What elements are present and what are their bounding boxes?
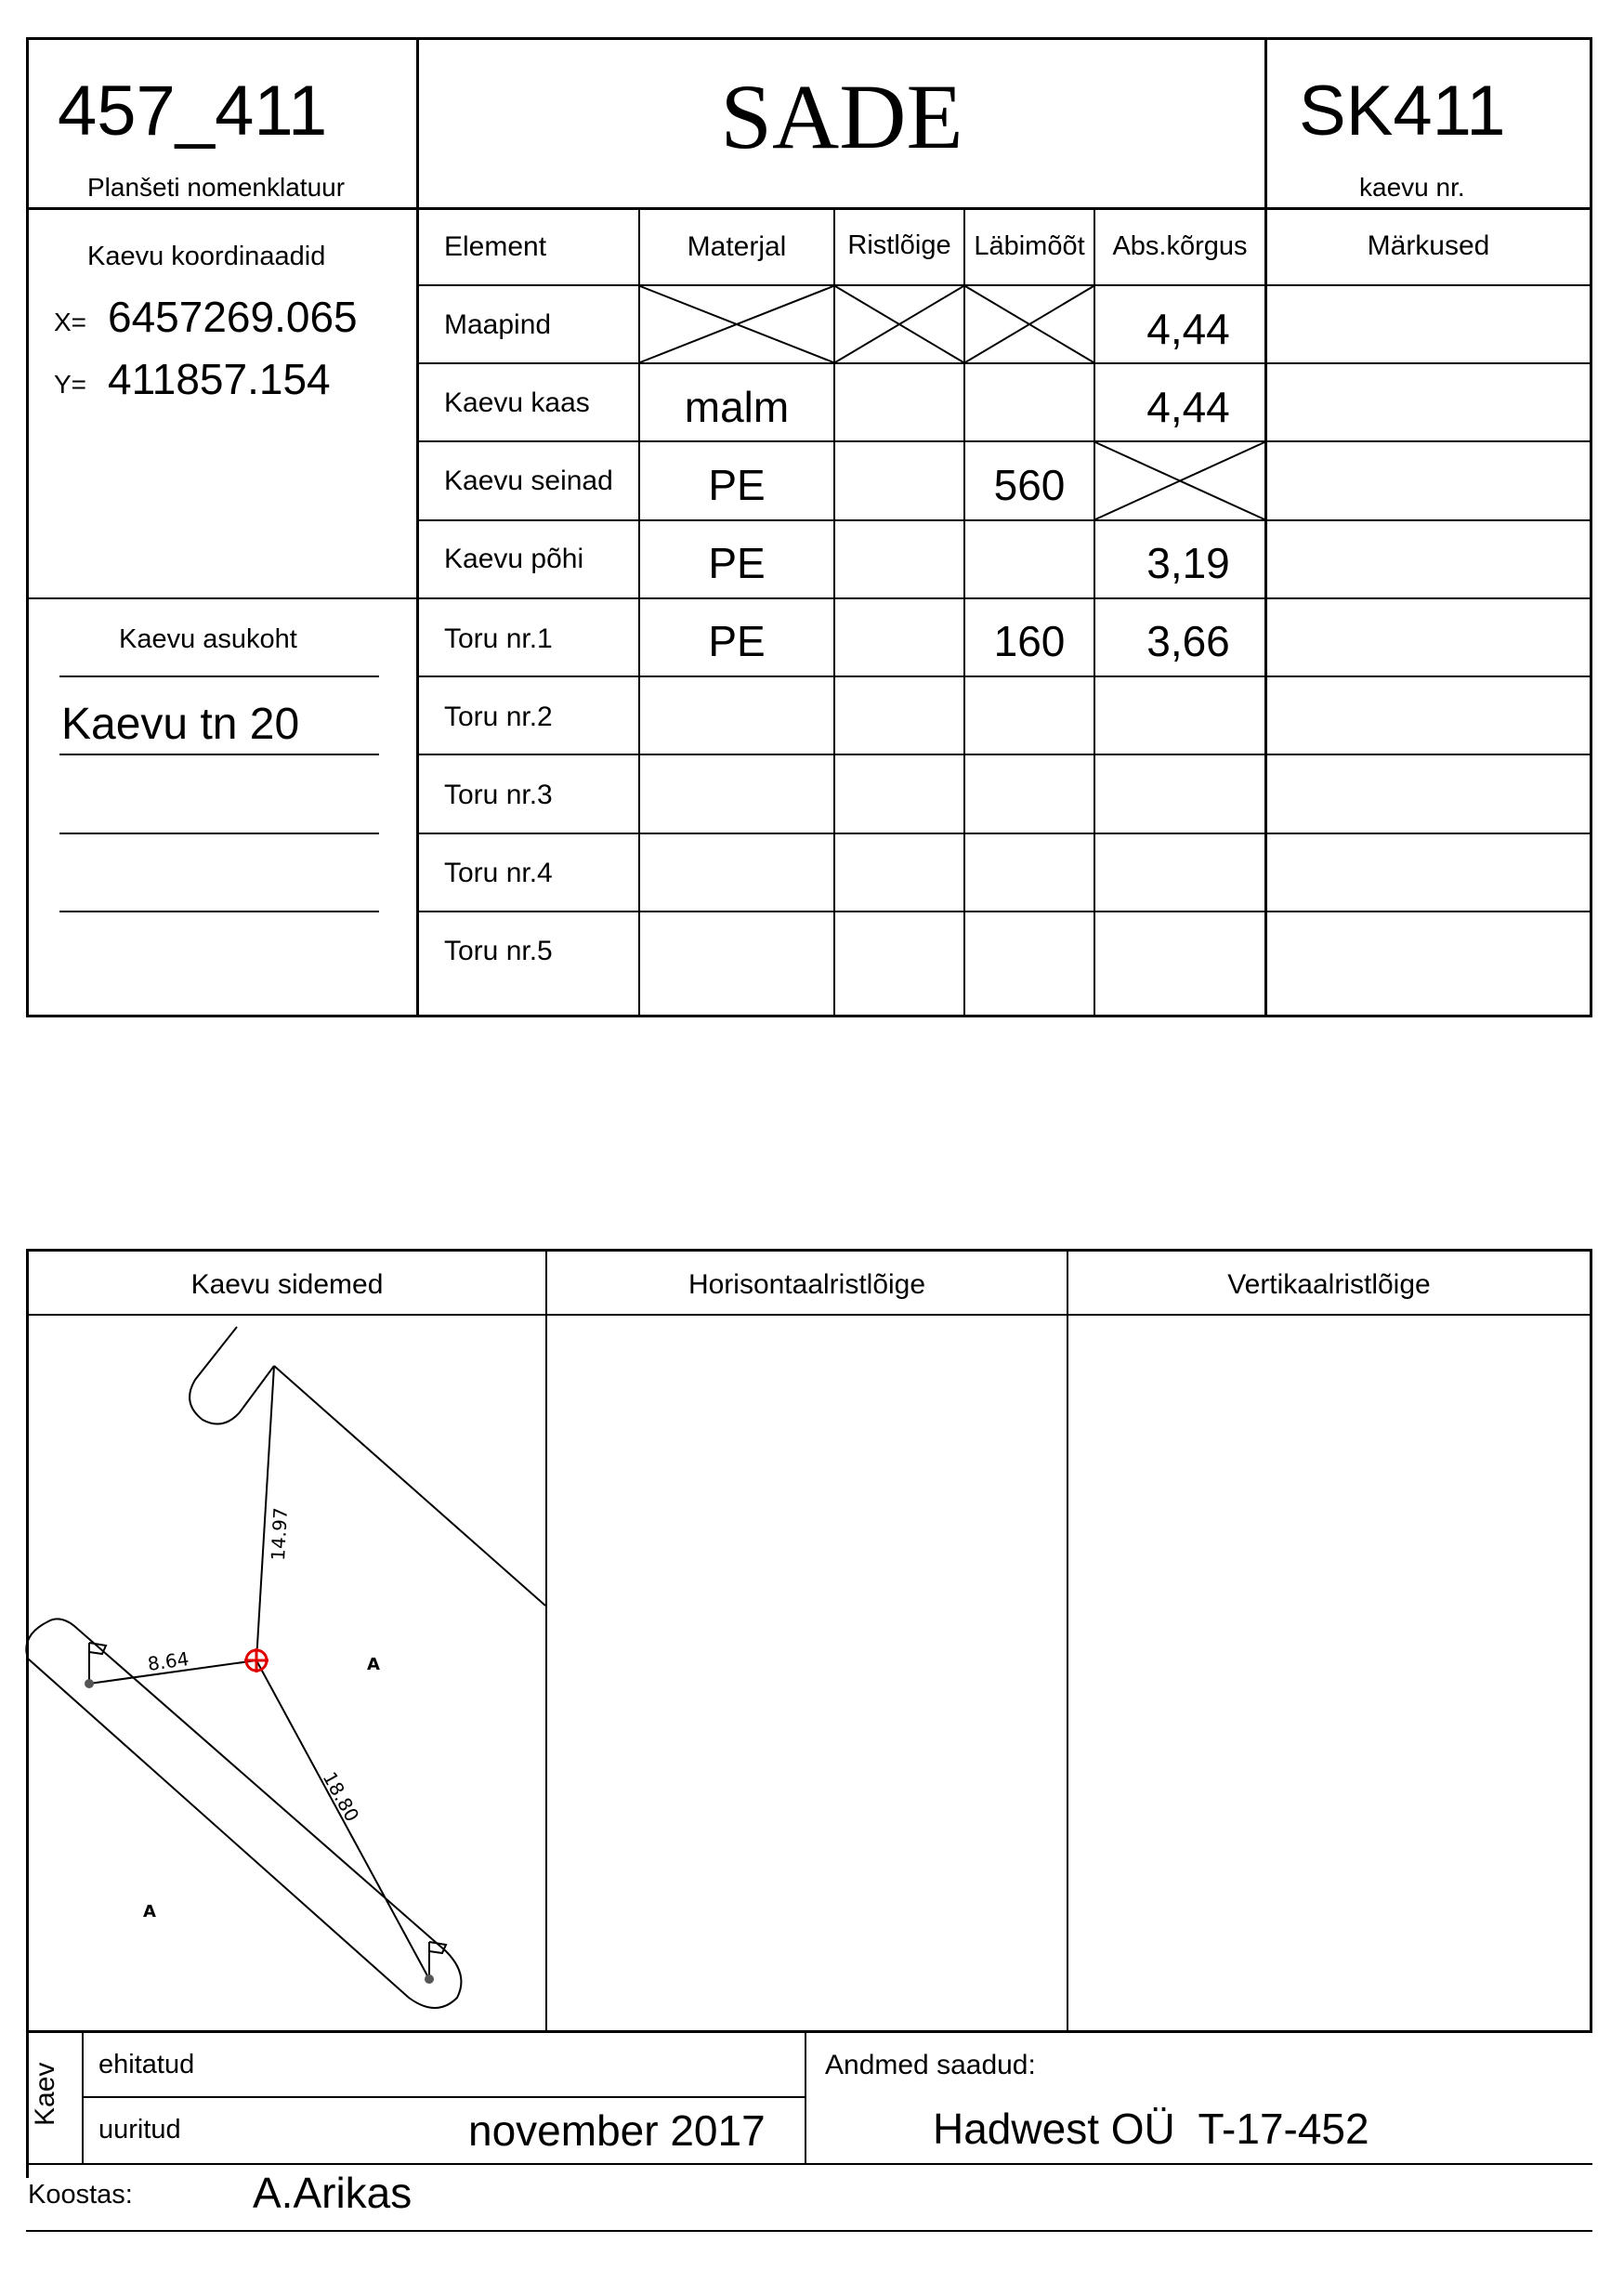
- col-title-horizontal: Horisontaalristlõige: [688, 1269, 926, 1300]
- col-title-connections: Kaevu sidemed: [190, 1269, 384, 1300]
- well-id: SK411: [1299, 72, 1506, 151]
- y-label: Y=: [54, 370, 87, 399]
- y-value: 411857.154: [108, 355, 331, 403]
- row-abs-height: 3,66: [1146, 617, 1230, 665]
- built-label: ehitatud: [98, 2050, 195, 2079]
- location-line-1: Kaevu tn 20: [61, 700, 300, 749]
- row-abs-height: 3,19: [1146, 539, 1230, 587]
- row-material: PE: [708, 539, 766, 587]
- header-element: Element: [444, 231, 547, 262]
- area-label: A: [143, 1902, 156, 1921]
- x-label: X=: [54, 308, 87, 336]
- x-value: 6457269.065: [108, 293, 358, 341]
- sheet-caption: Planšeti nomenklatuur: [87, 173, 346, 202]
- header-notes: Märkused: [1367, 230, 1490, 261]
- surveyed-date: november 2017: [468, 2106, 766, 2155]
- row-abs-height: 4,44: [1146, 305, 1230, 353]
- side-label: Kaev: [30, 2062, 60, 2126]
- well-caption: kaevu nr.: [1359, 173, 1465, 202]
- row-element: Kaevu kaas: [444, 387, 590, 418]
- row-abs-height: 4,44: [1146, 383, 1230, 431]
- author-label: Koostas:: [28, 2180, 133, 2210]
- header-cross-section: Ristlõige: [847, 230, 951, 260]
- distance-label: 8.64: [146, 1646, 190, 1675]
- row-element: Toru nr.3: [444, 780, 553, 810]
- row-element: Kaevu põhi: [444, 544, 584, 574]
- coords-title: Kaevu koordinaadid: [87, 242, 326, 271]
- row-diameter: 560: [993, 461, 1066, 509]
- row-element: Maapind: [444, 309, 552, 340]
- author-name: A.Arikas: [253, 2169, 413, 2217]
- col-title-vertical: Vertikaalristlõige: [1227, 1269, 1431, 1300]
- header-abs-height: Abs.kõrgus: [1112, 231, 1248, 261]
- row-element: Toru nr.2: [444, 702, 553, 732]
- row-element: Toru nr.5: [444, 936, 553, 966]
- page-title: SADE: [720, 65, 963, 168]
- row-element: Toru nr.1: [444, 623, 553, 654]
- row-diameter: 160: [993, 617, 1066, 665]
- sheet-number: 457_411: [58, 72, 328, 151]
- distance-label: 18.80: [318, 1767, 364, 1826]
- data-label: Andmed saadud:: [825, 2050, 1036, 2080]
- header-diameter: Läbimõõt: [974, 231, 1085, 261]
- row-material: PE: [708, 461, 766, 509]
- surveyed-label: uuritud: [98, 2115, 181, 2144]
- row-element: Toru nr.4: [444, 858, 553, 888]
- data-source: Hadwest OÜ T-17-452: [933, 2105, 1369, 2153]
- row-material: malm: [684, 383, 790, 431]
- row-material: PE: [708, 617, 766, 665]
- distance-label: 14.97: [267, 1506, 292, 1562]
- area-label: A: [367, 1655, 380, 1674]
- row-element: Kaevu seinad: [444, 466, 613, 496]
- location-title: Kaevu asukoht: [119, 624, 297, 654]
- header-material: Materjal: [687, 231, 787, 262]
